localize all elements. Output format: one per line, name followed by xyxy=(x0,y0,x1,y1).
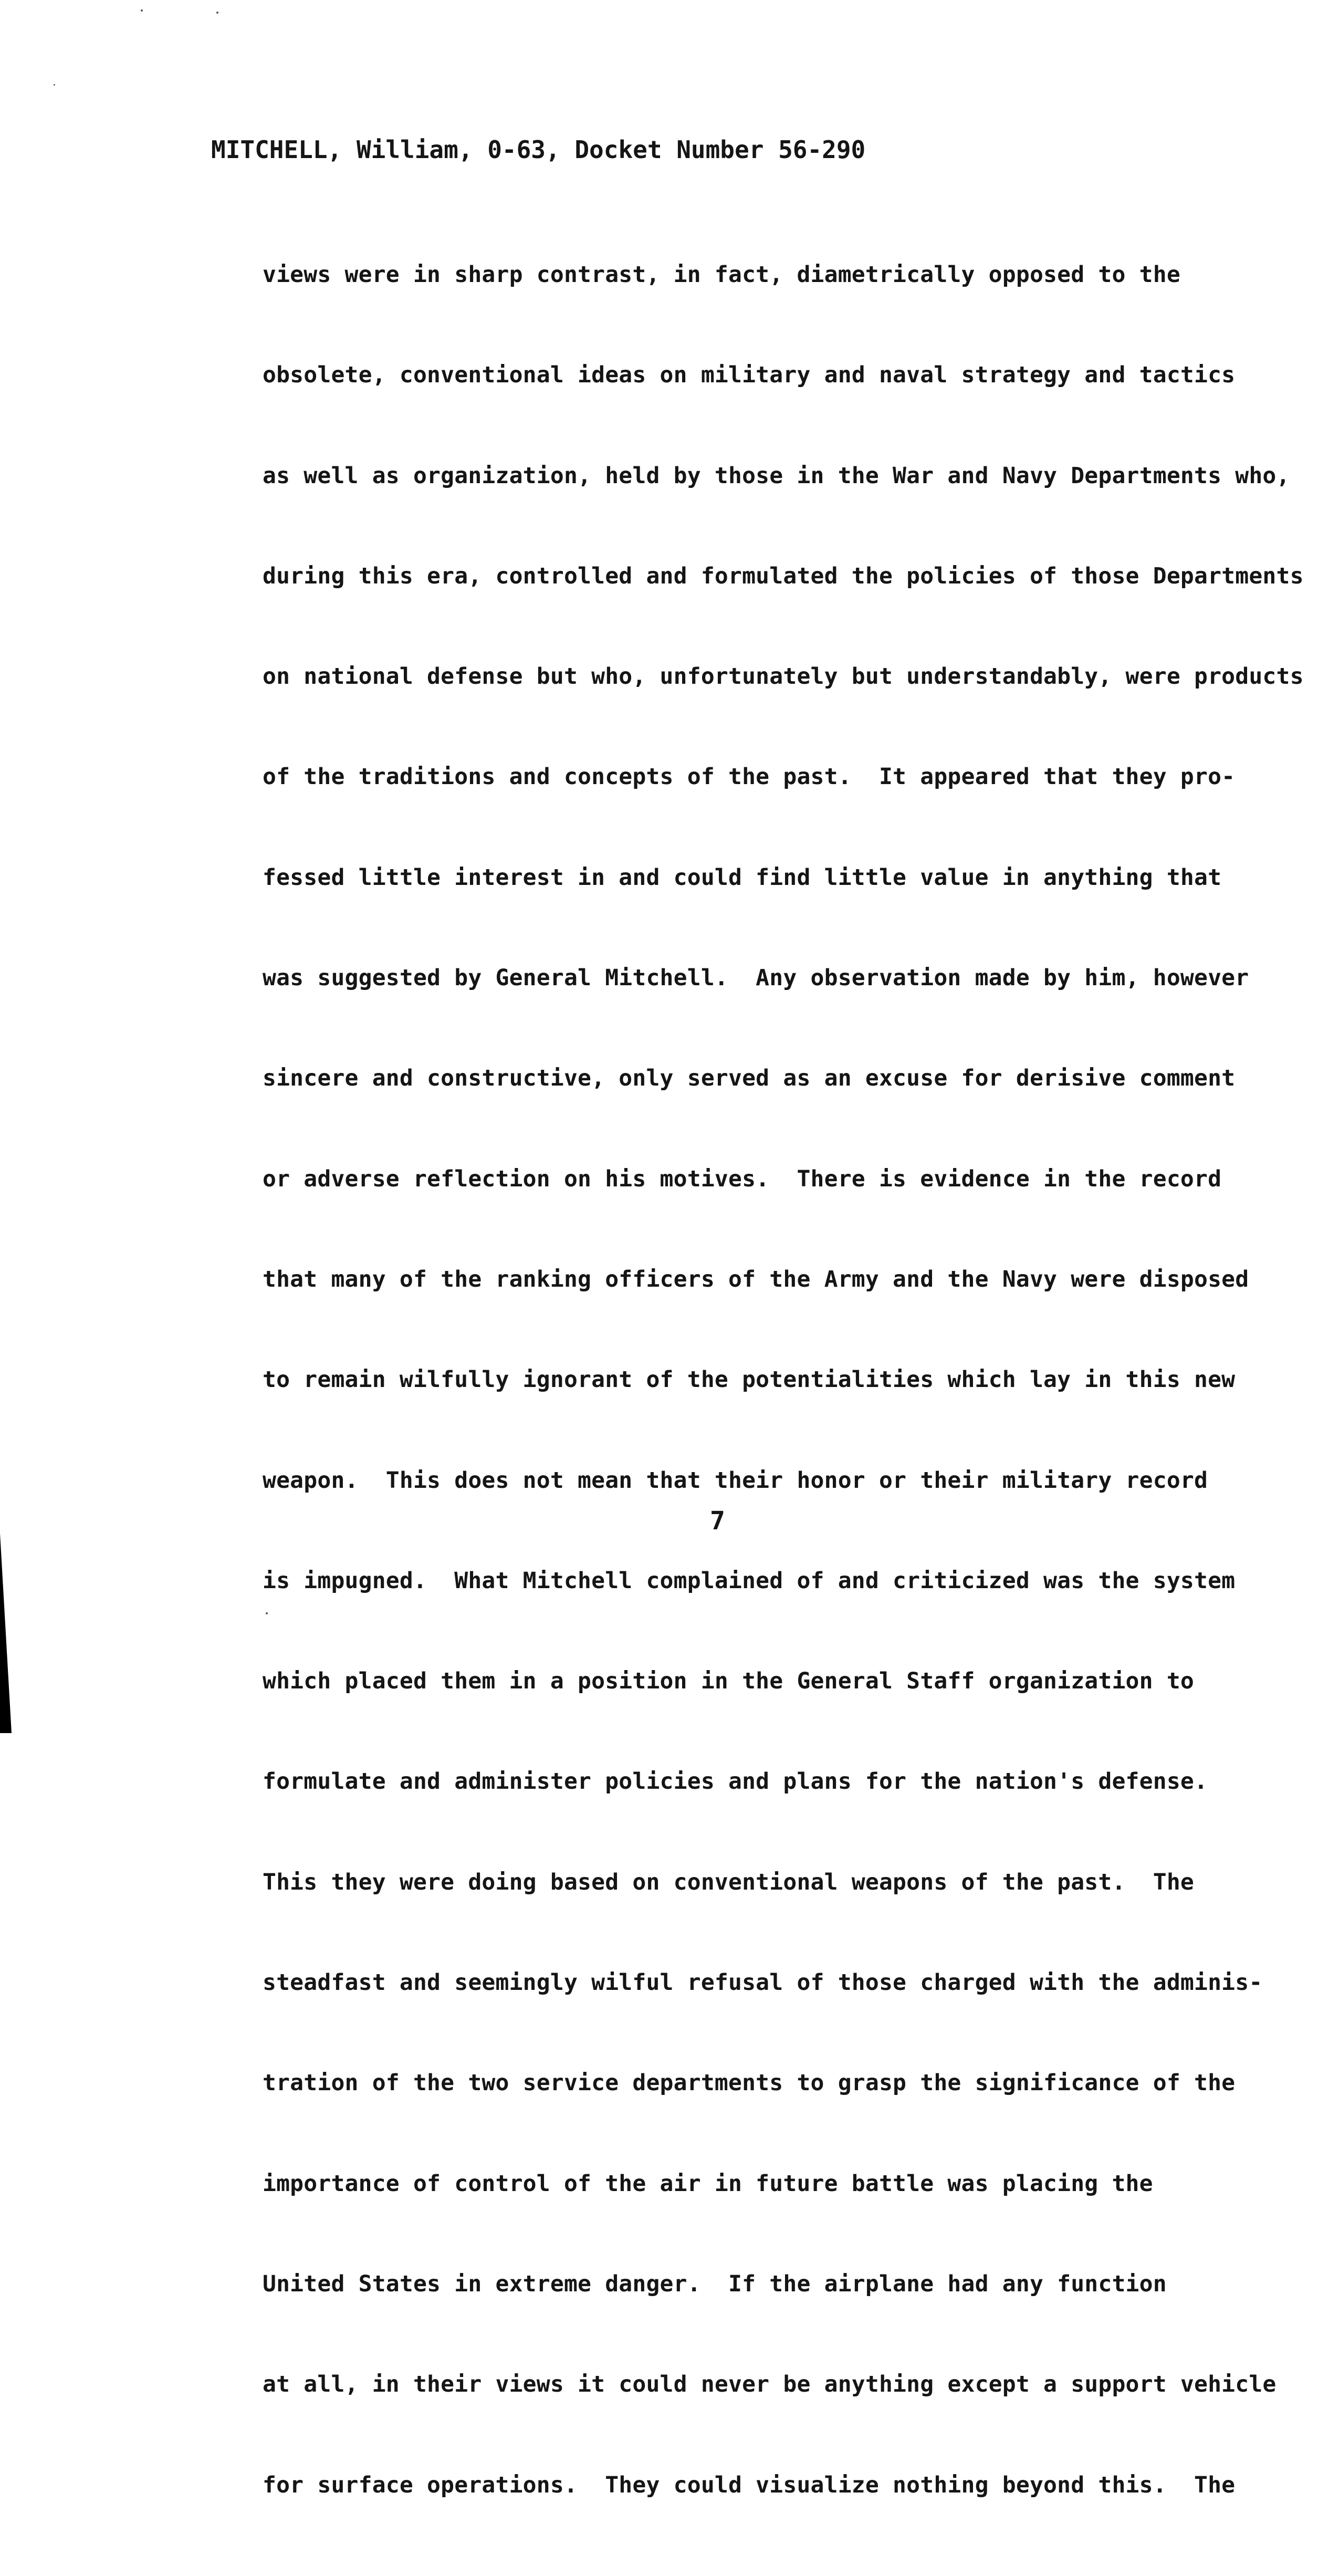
text-line: of the traditions and concepts of the past. It appeared that they pro- xyxy=(263,764,1236,790)
text-line: that many of the ranking officers of the Army and the Navy were disposed xyxy=(263,1266,1249,1292)
scan-speck xyxy=(141,9,143,12)
text-line: United States in extreme danger. If the airplane had any function xyxy=(263,2270,1167,2297)
text-line: fessed little interest in and could find little value in anything that xyxy=(263,864,1222,891)
text-line: as well as organization, held by those in the War and Navy Departments who, xyxy=(263,462,1290,489)
text-line: during this era, controlled and formulated the policies of those Departments xyxy=(263,562,1304,589)
text-line: at all, in their views it could never be anything except a support vehicle xyxy=(263,2371,1277,2398)
text-line: This they were doing based on conventional weapons of the past. The xyxy=(263,1869,1194,1895)
text-line: was suggested by General Mitchell. Any observation made by him, however xyxy=(263,965,1249,992)
scan-edge-shadow xyxy=(0,1534,12,1733)
text-line: tration of the two service departments to grasp the significance of the xyxy=(263,2070,1236,2097)
document-header: MITCHELL, William, 0-63, Docket Number 56-290 xyxy=(211,135,866,164)
text-line: on national defense but who, unfortunately but understandably, were products xyxy=(263,663,1304,690)
text-line: importance of control of the air in future battle was placing the xyxy=(263,2170,1153,2197)
body-text xyxy=(263,217,1304,2574)
text-line: views were in sharp contrast, in fact, diametrically opposed to the xyxy=(263,262,1180,288)
page-number: 7 xyxy=(710,1506,725,1536)
text-line: to remain wilfully ignorant of the potentialities which lay in this new xyxy=(263,1367,1236,1393)
text-line: sincere and constructive, only served as an excuse for derisive comment xyxy=(263,1065,1236,1092)
text-line: steadfast and seemingly wilful refusal of those charged with the adminis- xyxy=(263,1969,1263,1996)
text-line: or adverse reflection on his motives. There is evidence in the record xyxy=(263,1165,1222,1192)
text-line: for surface operations. They could visualize nothing beyond this. The xyxy=(263,2471,1236,2498)
text-line: obsolete, conventional ideas on military and naval strategy and tactics xyxy=(263,362,1236,389)
text-line: formulate and administer policies and plans for the nation's defense. xyxy=(263,1768,1208,1795)
scan-speck xyxy=(54,84,55,86)
scan-speck xyxy=(216,12,218,14)
text-line: is impugned. What Mitchell complained of and criticized was the system xyxy=(263,1567,1236,1594)
text-line: weapon. This does not mean that their honor or their military record xyxy=(263,1467,1208,1494)
text-line: which placed them in a position in the General Staff organization to xyxy=(263,1668,1194,1695)
